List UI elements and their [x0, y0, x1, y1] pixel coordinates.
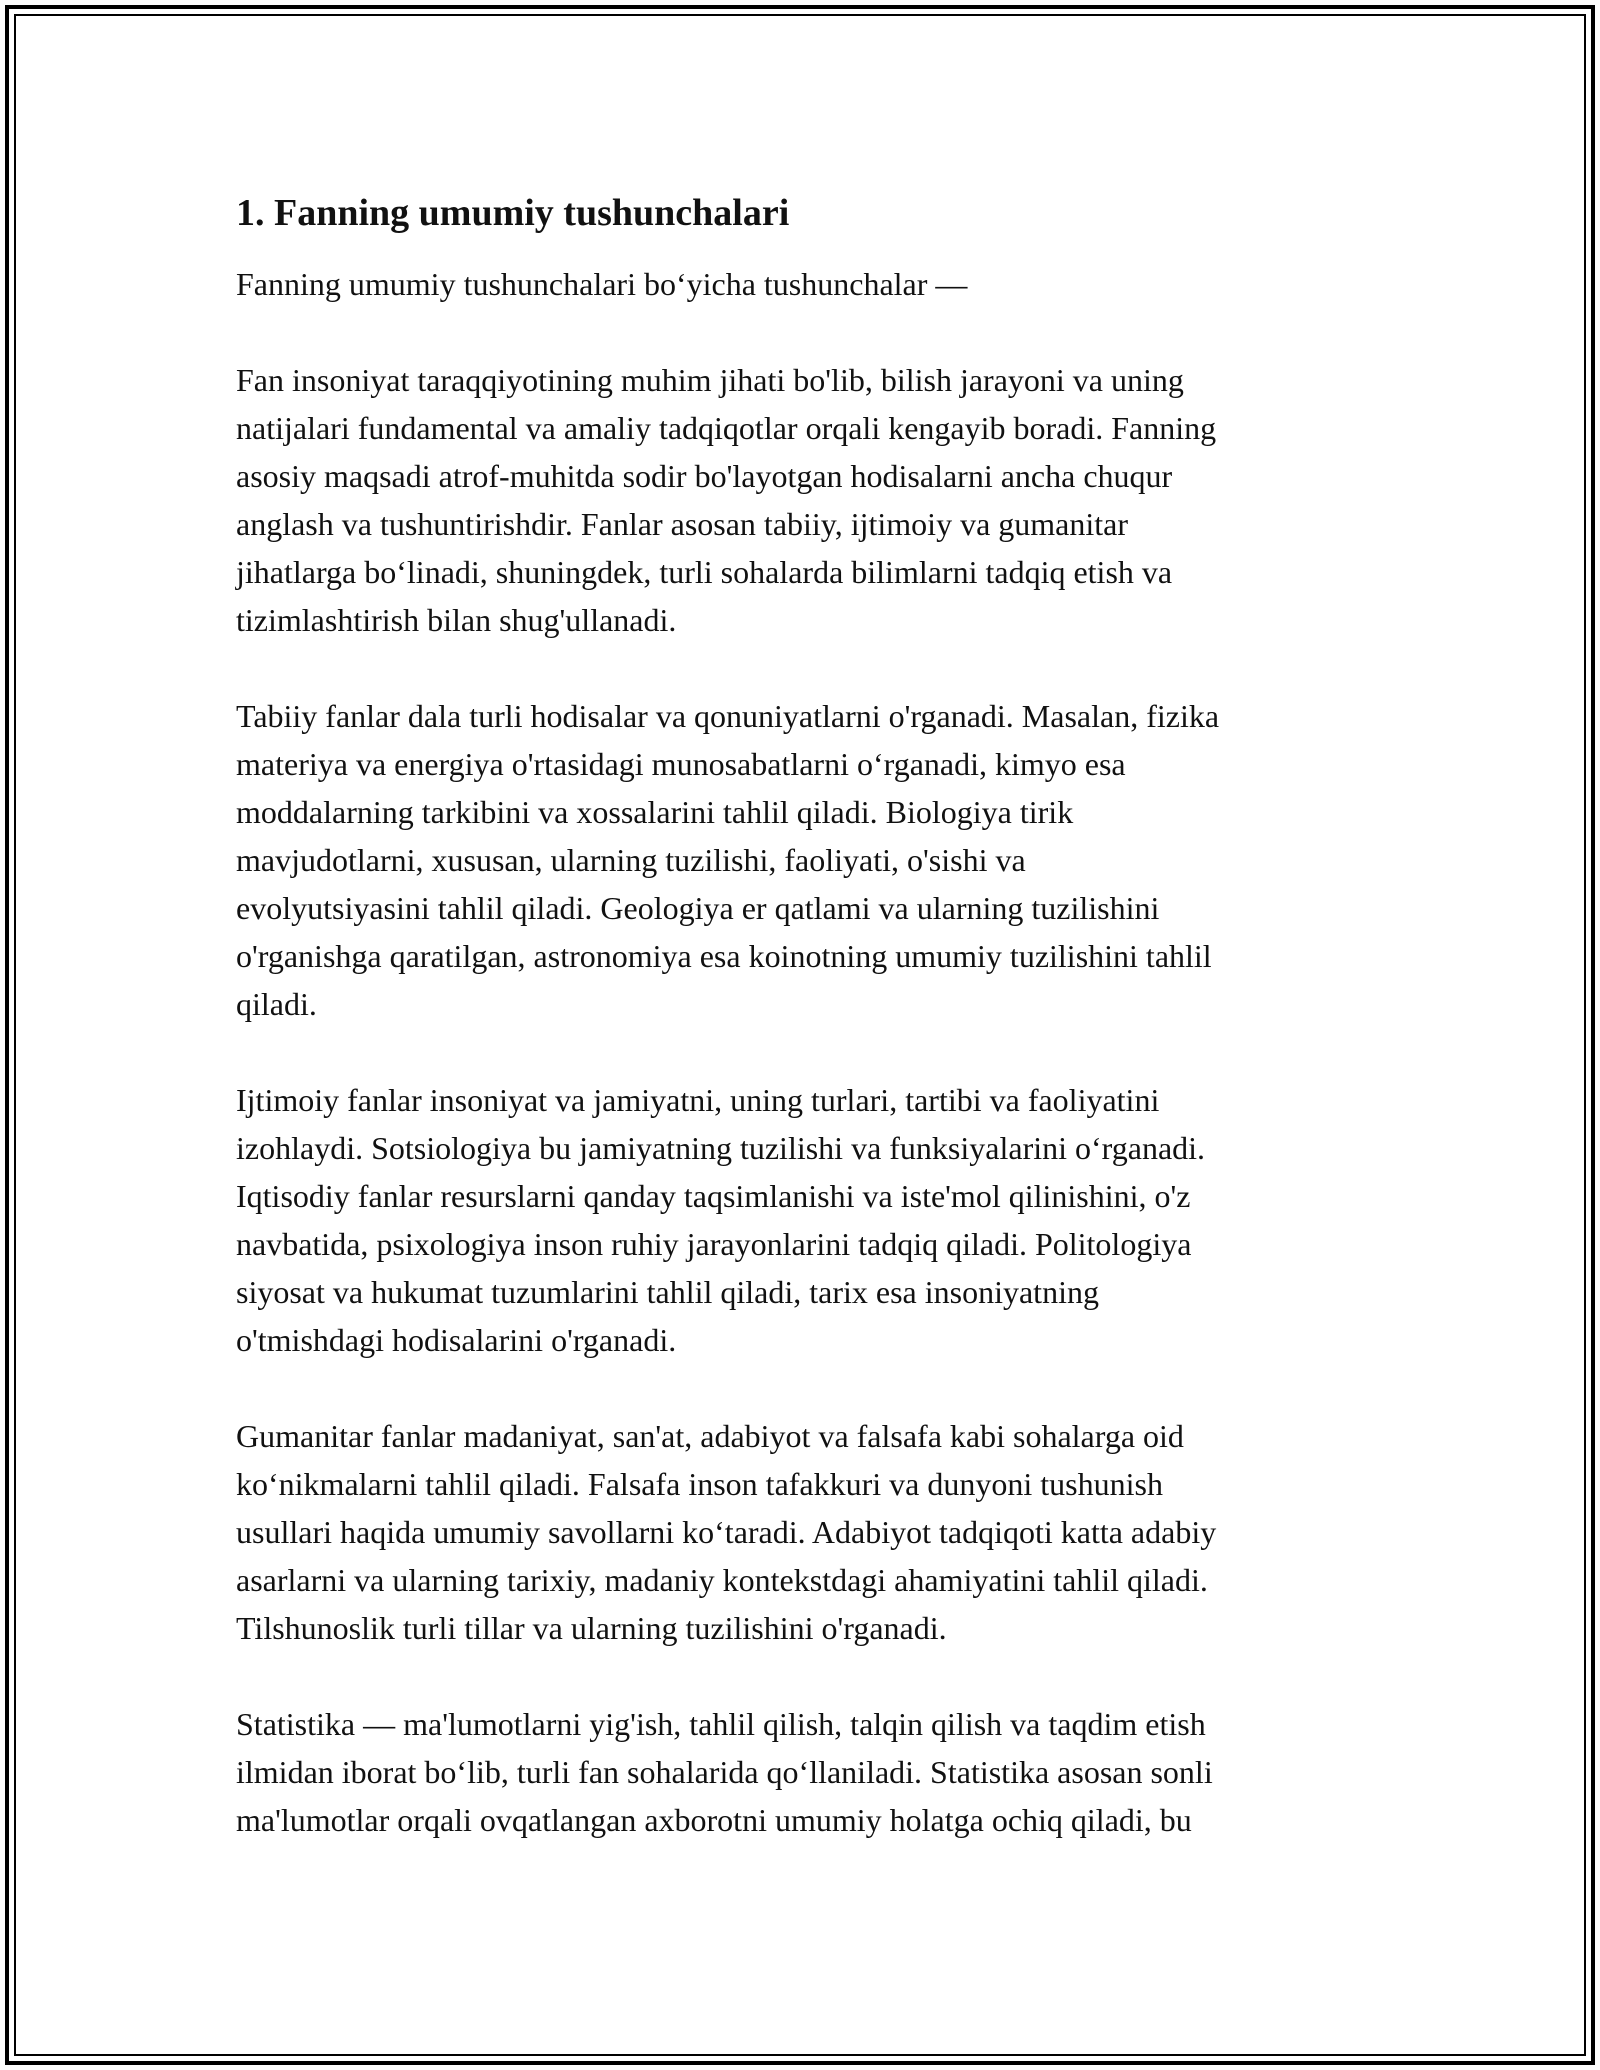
text-line: natijalari fundamental va amaliy tadqiqotlar orqali kengayib boradi. Fanning [236, 410, 1217, 446]
text-line: tizimlashtirish bilan shug'ullanadi. [236, 602, 677, 638]
text-line: asosiy maqsadi atrof-muhitda sodir bo'layotgan hodisalarni ancha chuqur [236, 458, 1173, 494]
text-line: siyosat va hukumat tuzumlarini tahlil qiladi, tarix esa insoniyatning [236, 1274, 1099, 1310]
text-line: evolyutsiyasini tahlil qiladi. Geologiya er qatlami va ularning tuzilishini [236, 890, 1160, 926]
text-line: Tilshunoslik turli tillar va ularning tuzilishini o'rganadi. [236, 1610, 947, 1646]
text-line: ma'lumotlar orqali ovqatlangan axborotni umumiy holatga ochiq qiladi, bu [236, 1802, 1192, 1838]
paragraph-social-sciences [236, 1076, 1376, 1364]
text-line: asarlarni va ularning tarixiy, madaniy kontekstdagi ahamiyatini tahlil qiladi. [236, 1562, 1208, 1598]
paragraph-statistics [236, 1700, 1376, 1844]
text-line: anglash va tushuntirishdir. Fanlar asosan tabiiy, ijtimoiy va gumanitar [236, 506, 1128, 542]
paragraph-natural-sciences [236, 692, 1376, 1028]
document-body [236, 188, 1376, 1844]
text-line: Statistika — ma'lumotlarni yig'ish, tahlil qilish, talqin qilish va taqdim etish [236, 1706, 1206, 1742]
text-line: o'tmishdagi hodisalarini o'rganadi. [236, 1322, 677, 1358]
text-line: qiladi. [236, 986, 317, 1022]
text-line: Ijtimoiy fanlar insoniyat va jamiyatni, uning turlari, tartibi va faoliyatini [236, 1082, 1160, 1118]
text-line: navbatida, psixologiya inson ruhiy jarayonlarini tadqiq qiladi. Politologiya [236, 1226, 1192, 1262]
text-line: ilmidan iborat bo‘lib, turli fan sohalarida qo‘llaniladi. Statistika asosan sonli [236, 1754, 1213, 1790]
text-line: o'rganishga qaratilgan, astronomiya esa koinotning umumiy tuzilishini tahlil [236, 938, 1212, 974]
text-line: jihatlarga bo‘linadi, shuningdek, turli sohalarda bilimlarni tadqiq etish va [236, 554, 1173, 590]
text-line: mavjudotlarni, xususan, ularning tuzilishi, faoliyati, o'sishi va [236, 842, 1026, 878]
text-line: Fan insoniyat taraqqiyotining muhim jihati bo'lib, bilish jarayoni va uning [236, 362, 1184, 398]
text-line: moddalarning tarkibini va xossalarini tahlil qiladi. Biologiya tirik [236, 794, 1074, 830]
paragraph-humanities [236, 1412, 1376, 1652]
text-line: Gumanitar fanlar madaniyat, san'at, adabiyot va falsafa kabi sohalarga oid [236, 1418, 1184, 1454]
paragraph-fan-overview [236, 356, 1376, 644]
text-line: Iqtisodiy fanlar resurslarni qanday taqsimlanishi va iste'mol qilinishini, o'z [236, 1178, 1191, 1214]
text-line: izohlaydi. Sotsiologiya bu jamiyatning tuzilishi va funksiyalarini o‘rganadi. [236, 1130, 1206, 1166]
section-intro: Fanning umumiy tushunchalari bo‘yicha tushunchalar — [236, 266, 968, 302]
text-line: Tabiiy fanlar dala turli hodisalar va qonuniyatlarni o'rganadi. Masalan, fizika [236, 698, 1220, 734]
text-line: ko‘nikmalarni tahlil qiladi. Falsafa inson tafakkuri va dunyoni tushunish [236, 1466, 1163, 1502]
text-line: usullari haqida umumiy savollarni ko‘taradi. Adabiyot tadqiqoti katta adabiy [236, 1514, 1217, 1550]
text-line: materiya va energiya o'rtasidagi munosabatlarni o‘rganadi, kimyo esa [236, 746, 1126, 782]
section-heading: 1. Fanning umumiy tushunchalari [236, 192, 790, 234]
